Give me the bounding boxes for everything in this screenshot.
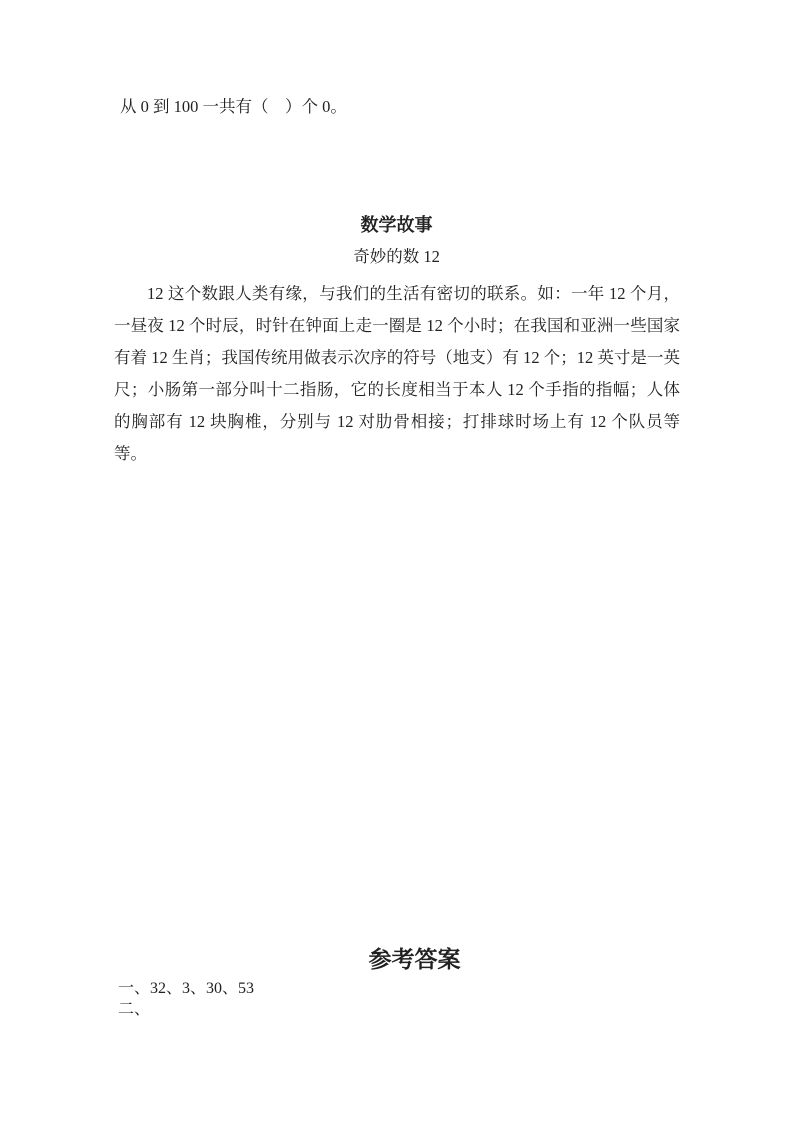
story-subtitle: 奇妙的数 12 xyxy=(353,247,440,266)
answers-title: 参考答案 xyxy=(368,947,461,972)
story-paragraph: 12 这个数跟人类有缘，与我们的生活有密切的联系。如：一年 12 个月，一昼夜 12 个时辰，时针在钟面上走一圈是 12 个小时；在我国和亚洲一些国家有着 12 生肖；我国传统用做表示次序的符号（地支）有 12 个；12 英寸是一英尺；小肠第一部分叫十二指肠，它的长度相当于本人 12 个手指的指幅；人体的胸部有 12 块胸椎，分别与 12 对肋骨相接；打排球时场上有 12 个队员等等。 xyxy=(114,284,680,463)
story-title: 数学故事 xyxy=(360,215,433,235)
answer-line-2: 二、 xyxy=(118,1001,151,1018)
question-line: 从 0 到 100 一共有（ ）个 0。 xyxy=(120,97,347,116)
answer-line-1: 一、32、3、30、53 xyxy=(118,980,255,997)
